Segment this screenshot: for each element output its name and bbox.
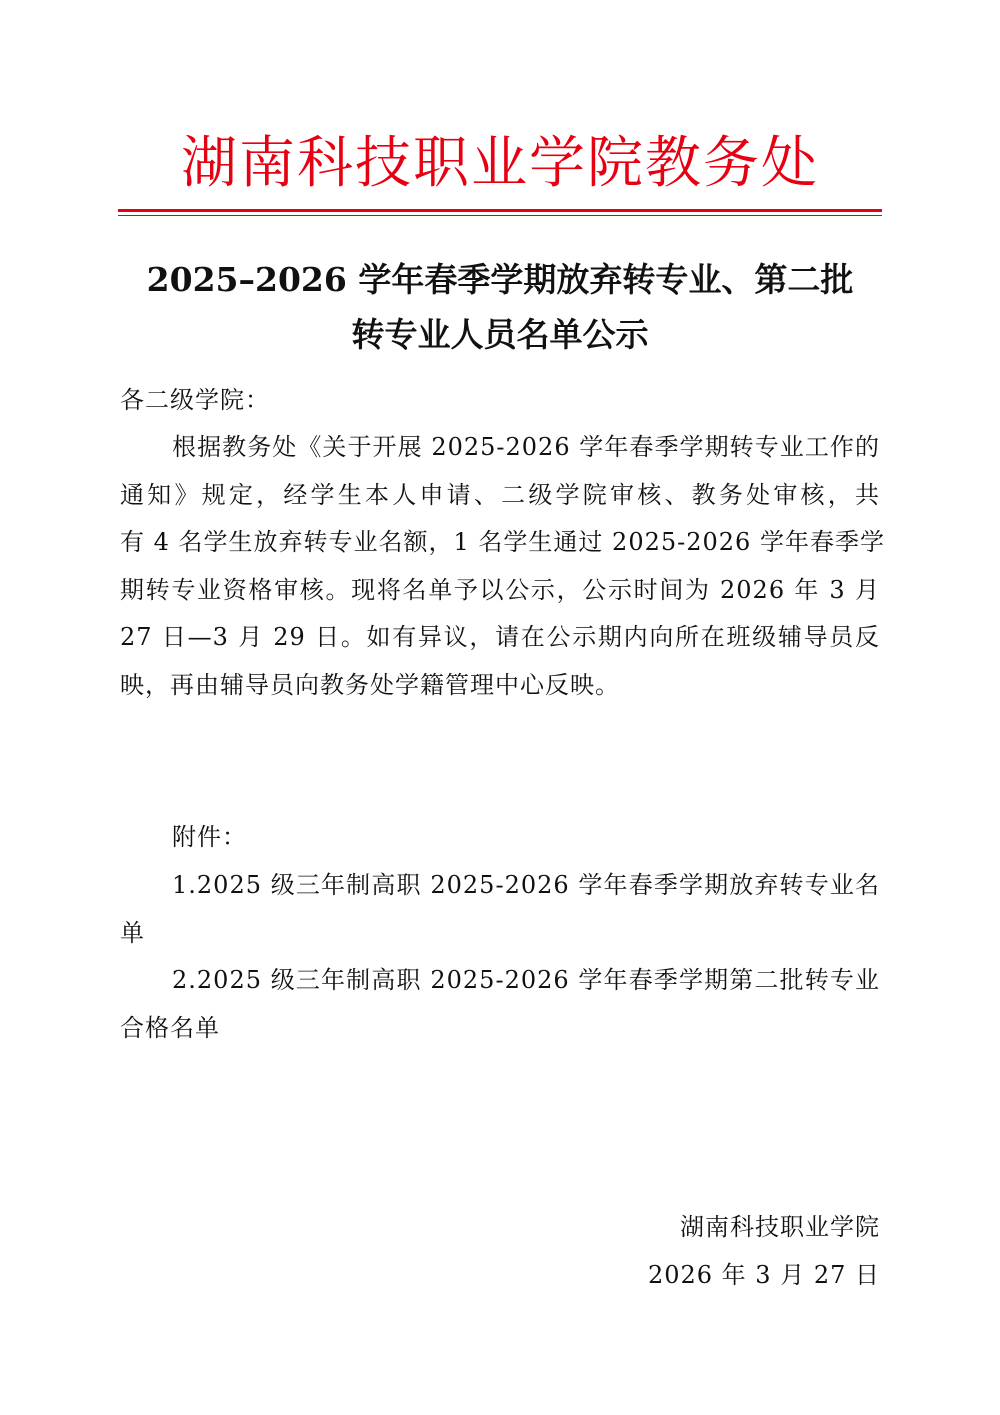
body-line-4: 期转专业资格审核。现将名单予以公示，公示时间为 2026 年 3 月 <box>120 575 880 604</box>
signature-date: 2026 年 3 月 27 日 <box>647 1261 880 1289</box>
header-rule-thick <box>118 209 882 212</box>
attachment-1-line-1: 1.2025 级三年制高职 2025-2026 学年春季学期放弃转专业名 <box>172 871 880 899</box>
attachment-item-1 <box>120 862 880 957</box>
salutation: 各二级学院： <box>120 386 270 414</box>
attachments-heading-label: 附件： <box>172 823 247 851</box>
signature-org: 湖南科技职业学院 <box>680 1213 880 1241</box>
body-line-2: 通知》规定，经学生本人申请、二级学院审核、教务处审核，共 <box>120 480 880 509</box>
attachments-heading <box>120 814 880 862</box>
body-line-1: 根据教务处《关于开展 2025-2026 学年春季学期转专业工作的 <box>172 433 880 461</box>
attachment-1-line-2: 单 <box>120 918 145 947</box>
body-paragraph <box>120 424 885 709</box>
attachment-2-line-2: 合格名单 <box>120 1013 220 1042</box>
body-line-3: 有 4 名学生放弃转专业名额，1 名学生通过 2025-2026 学年春季学 <box>120 528 885 556</box>
attachment-item-2 <box>120 957 880 1052</box>
body-line-6: 映，再由辅导员向教务处学籍管理中心反映。 <box>120 670 620 699</box>
header-rule-thin <box>118 215 882 216</box>
attachment-2-line-1: 2.2025 级三年制高职 2025-2026 学年春季学期第二批转专业 <box>172 966 880 994</box>
document-title-line-1: 2025–2026 学年春季学期放弃转专业、第二批 <box>146 260 854 299</box>
org-header: 湖南科技职业学院教务处 <box>181 131 819 196</box>
document-title-line-2: 转专业人员名单公示 <box>351 315 649 354</box>
body-line-5: 27 日—3 月 29 日。如有异议，请在公示期内向所在班级辅导员反 <box>120 623 880 651</box>
document-title <box>118 252 882 362</box>
